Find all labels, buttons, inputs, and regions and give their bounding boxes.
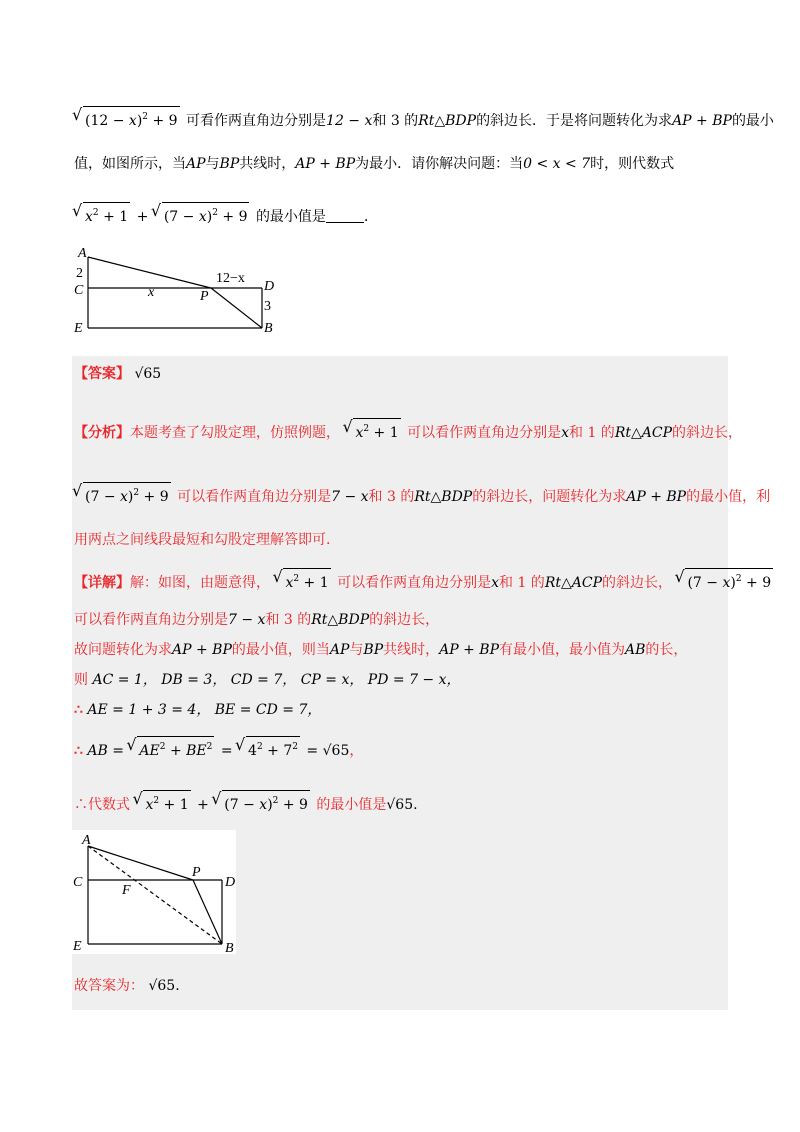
- final-answer-line: 故答案为： √65.: [74, 978, 180, 994]
- fig1-label-3: 3: [264, 299, 271, 314]
- fig1-label-E: E: [74, 321, 83, 336]
- answer-blank: [326, 210, 364, 223]
- analysis-line-1: 【分析】本题考查了勾股定理，仿照例题， √ $x^2 + 1$ 可以看作两直角边分别是x和 1 的Rt△ACP的斜边长，: [74, 418, 742, 443]
- question-line-2: 值，如图所示，当AP与BP共线时，AP + BP为最小．请你解决问题：当0 < x < 7时，则代数式: [74, 156, 675, 172]
- fig1-label-A: A: [78, 246, 87, 261]
- fig1-label-B: B: [264, 321, 273, 336]
- fig2-label-A: A: [82, 833, 91, 848]
- fig1-label-12-minus-x: 12−x: [216, 271, 245, 286]
- fig1-label-2: 2: [76, 266, 83, 281]
- answer-value: √65: [134, 366, 162, 382]
- question-line-1: √ $(12 - x)^2 + 9$ 可看作两直角边分别是12 − x和 3 的Rt△BDP的斜边长．于是将问题转化为求AP + BP的最小: [74, 106, 774, 131]
- fig1-label-C: C: [74, 283, 84, 298]
- detail-line-3: 故问题转化为求AP + BP的最小值，则当AP与BP共线时，AP + BP有最小值，最小值为AB的长，: [74, 642, 688, 658]
- fig1-label-x: x: [148, 285, 155, 300]
- fig1-label-D: D: [264, 279, 275, 294]
- fig2-label-P: P: [192, 865, 201, 880]
- fig2-label-B: B: [225, 941, 234, 954]
- fig1-label-P: P: [200, 289, 209, 304]
- answer-line: 【答案】 √65: [74, 366, 162, 382]
- detail-line-7: ∴代数式 √ $x^2 + 1$ + √ $(7 - x)^2 + 9$ 的最小值是√65.: [74, 790, 418, 815]
- figure-1: [72, 244, 282, 336]
- detail-line-4: 则 AC = 1， DB = 3， CD = 7， CP = x， PD = 7 − x，: [74, 672, 461, 688]
- detail-line-2: 可以看作两直角边分别是7 − x和 3 的Rt△BDP的斜边长，: [74, 612, 440, 628]
- detail-line-5: ∴ AE = 1 + 3 = 4， BE = CD = 7，: [74, 702, 322, 718]
- fig2-label-F: F: [122, 883, 131, 898]
- analysis-line-2: √ $(7 - x)^2 + 9$ 可以看作两直角边分别是7 − x和 3 的Rt△BDP的斜边长，问题转化为求AP + BP的最小值，利: [74, 482, 770, 507]
- detail-line-1: 【详解】解：如图，由题意得， √ $x^2 + 1$ 可以看作两直角边分别是x和 1 的Rt△ACP的斜边长， √ $(7 - x)^2 + 9$: [74, 568, 775, 593]
- figure-2: [72, 830, 236, 954]
- detail-line-6: ∴ AB = √ $AE^2 + BE^2$ = √ $4^2 + 7^2 = √65$，: [74, 736, 363, 761]
- sqrt-12-minus-x: √ $(12 - x)^2 + 9$: [74, 106, 180, 131]
- fig2-label-D: D: [225, 875, 236, 890]
- question-line-3: √ $x^2 + 1$ + √ $(7 - x)^2 + 9$ 的最小值是 ．: [74, 202, 378, 227]
- fig2-label-E: E: [73, 939, 82, 954]
- fig2-label-C: C: [73, 875, 83, 890]
- analysis-line-3: 用两点之间线段最短和勾股定理解答即可.: [74, 532, 331, 548]
